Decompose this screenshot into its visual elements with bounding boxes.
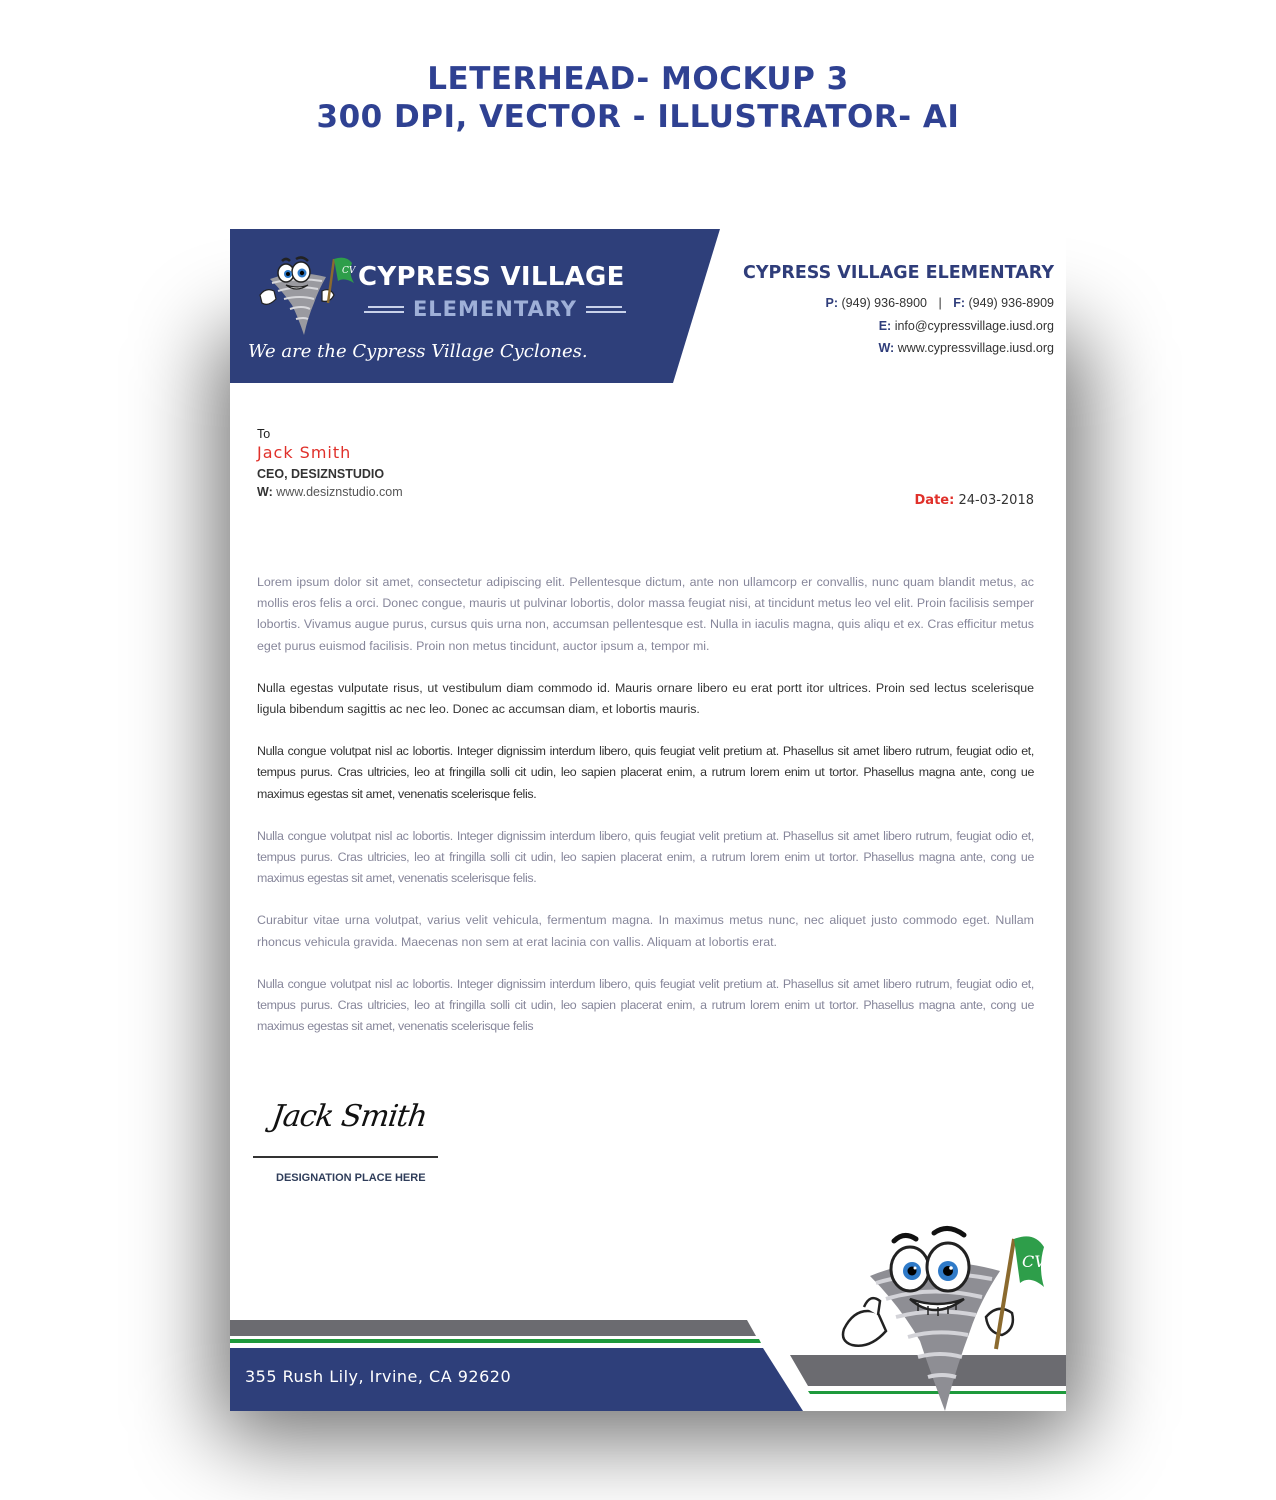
email-label: E: — [878, 318, 892, 333]
contact-web — [743, 337, 1054, 360]
date-value: 24-03-2018 — [958, 493, 1034, 508]
contact-block — [743, 263, 1054, 360]
date-field — [915, 493, 1035, 508]
recipient-name: Jack Smith — [257, 443, 352, 462]
logo-dash-left — [368, 306, 404, 308]
logo-dash-right — [586, 311, 626, 313]
recipient-title: CEO, DESIZNSTUDIO — [257, 467, 385, 481]
contact-phone-fax — [743, 292, 1054, 315]
body-paragraph: Nulla egestas vulputate risus, ut vestibulum diam commodo id. Mauris ornare libero eu erat portt itor ultrices. Proin sed lectus scelerisque ligula bibendum sagittis ac nec leo. Donec ac accumsan diam, et lobortis mauris. — [257, 680, 1034, 717]
designation-text: DESIGNATION PLACE HERE — [276, 1172, 426, 1184]
phone-label: P: — [825, 296, 839, 310]
mockup-title-line-1: LETERHEAD- MOCKUP 3 — [427, 61, 849, 97]
tornado-mascot-icon — [830, 1221, 1050, 1411]
signature-line — [253, 1156, 438, 1158]
body-paragraph: Lorem ipsum dolor sit amet, consectetur adipiscing elit. Pellentesque dictum, ante non ullamcorp er convallis, nunc quam blandit metus, ac mollis eros felis a orci. Donec congue, mauris ut pulvinar lobortis, dolor massa feugiat nisi, at tincidunt metus leo vel elit. Proin facilisis semper lobortis. Vivamus augue purus, cursus quis urna non, accumsan pellentesque est. Nulla in iaculis magna, quis aliqu et ex. Cras efficitur metus eget purus euismod facilisis. Proin non metus tincidunt, auctor ipsum a, tempor mi. — [257, 575, 1034, 653]
contact-org-name: CYPRESS VILLAGE ELEMENTARY — [743, 263, 1054, 283]
separator: | — [938, 296, 942, 310]
email-value[interactable]: info@cypressvillage.iusd.org — [894, 318, 1054, 333]
recipient-web-label: W: — [257, 485, 273, 499]
mockup-title-line-2: 300 DPI, VECTOR - ILLUSTRATOR- AI — [316, 99, 960, 135]
recipient-block — [257, 427, 403, 499]
body-paragraph: Curabitur vitae urna volutpat, varius velit vehicula, fermentum magna. In maximus metus nunc, nec aliquet justo commodo eget. Nullam rhoncus vehicula gravida. Maecenas non sem at erat lacinia con vallis. Aliquam at lobortis erat. — [257, 913, 1034, 949]
logo-school-name: CYPRESS VILLAGE — [358, 262, 625, 292]
recipient-web-value[interactable]: www.desiznstudio.com — [276, 485, 403, 499]
fax-value: (949) 936-8909 — [968, 296, 1054, 310]
tornado-mascot-icon — [256, 251, 356, 337]
signature-script: Jack Smith — [269, 1099, 429, 1134]
body-paragraph: Nulla congue volutpat nisl ac lobortis. Integer dignissim interdum libero, quis feugiat velit pretium at. Phasellus sit amet libero rutrum, feugiat odio et, tempus purus. Cras ultricies, leo at fringilla solli cit udin, leo sapien placerat enim, a rutrum lorem enim ut tortor. Phasellus magna ante, cong ue maximus egestas sit amet, venenatis scelerisque felis. — [257, 828, 1034, 886]
body-paragraph: Nulla congue volutpat nisl ac lobortis. Integer dignissim interdum libero, quis feugiat velit pretium at. Phasellus sit amet libero rutrum, feugiat odio et, tempus purus. Cras ultricies, leo at fringilla solli cit udin, leo sapien placerat enim, a rutrum lorem enim ut tortor. Phasellus magna ante, cong ue maximus egestas sit amet, venenatis scelerisque felis — [257, 976, 1034, 1034]
body-paragraph: Nulla congue volutpat nisl ac lobortis. Integer dignissim interdum libero, quis feugiat velit pretium at. Phasellus sit amet libero rutrum, feugiat odio et, tempus purus. Cras ultricies, leo at fringilla solli cit udin, leo sapien placerat enim, a rutrum lorem enim ut tortor. Phasellus magna ante, cong ue maximus egestas sit amet, venenatis scelerisque felis. — [257, 744, 1034, 801]
cv-flag-icon: CV — [342, 266, 356, 276]
fax-label: F: — [953, 296, 966, 310]
web-value[interactable]: www.cypressvillage.iusd.org — [897, 341, 1054, 355]
logo-subtitle-group — [364, 297, 626, 323]
recipient-web — [257, 485, 403, 499]
web-label: W: — [878, 341, 895, 355]
date-label: Date: — [914, 493, 955, 508]
to-label: To — [257, 427, 271, 441]
logo-tagline: We are the Cypress Village Cyclones. — [248, 341, 588, 362]
logo-dash-left — [364, 311, 404, 313]
letter-body — [257, 572, 1034, 1058]
contact-email — [743, 315, 1054, 338]
footer-address: 355 Rush Lily, Irvine, CA 92620 — [245, 1367, 512, 1386]
logo-subtitle: ELEMENTARY — [412, 297, 578, 321]
logo-dash-right — [586, 306, 622, 308]
phone-value: (949) 936-8900 — [841, 296, 927, 310]
letterhead-page — [230, 229, 1066, 1411]
cv-flag-icon: CV — [1022, 1252, 1046, 1271]
